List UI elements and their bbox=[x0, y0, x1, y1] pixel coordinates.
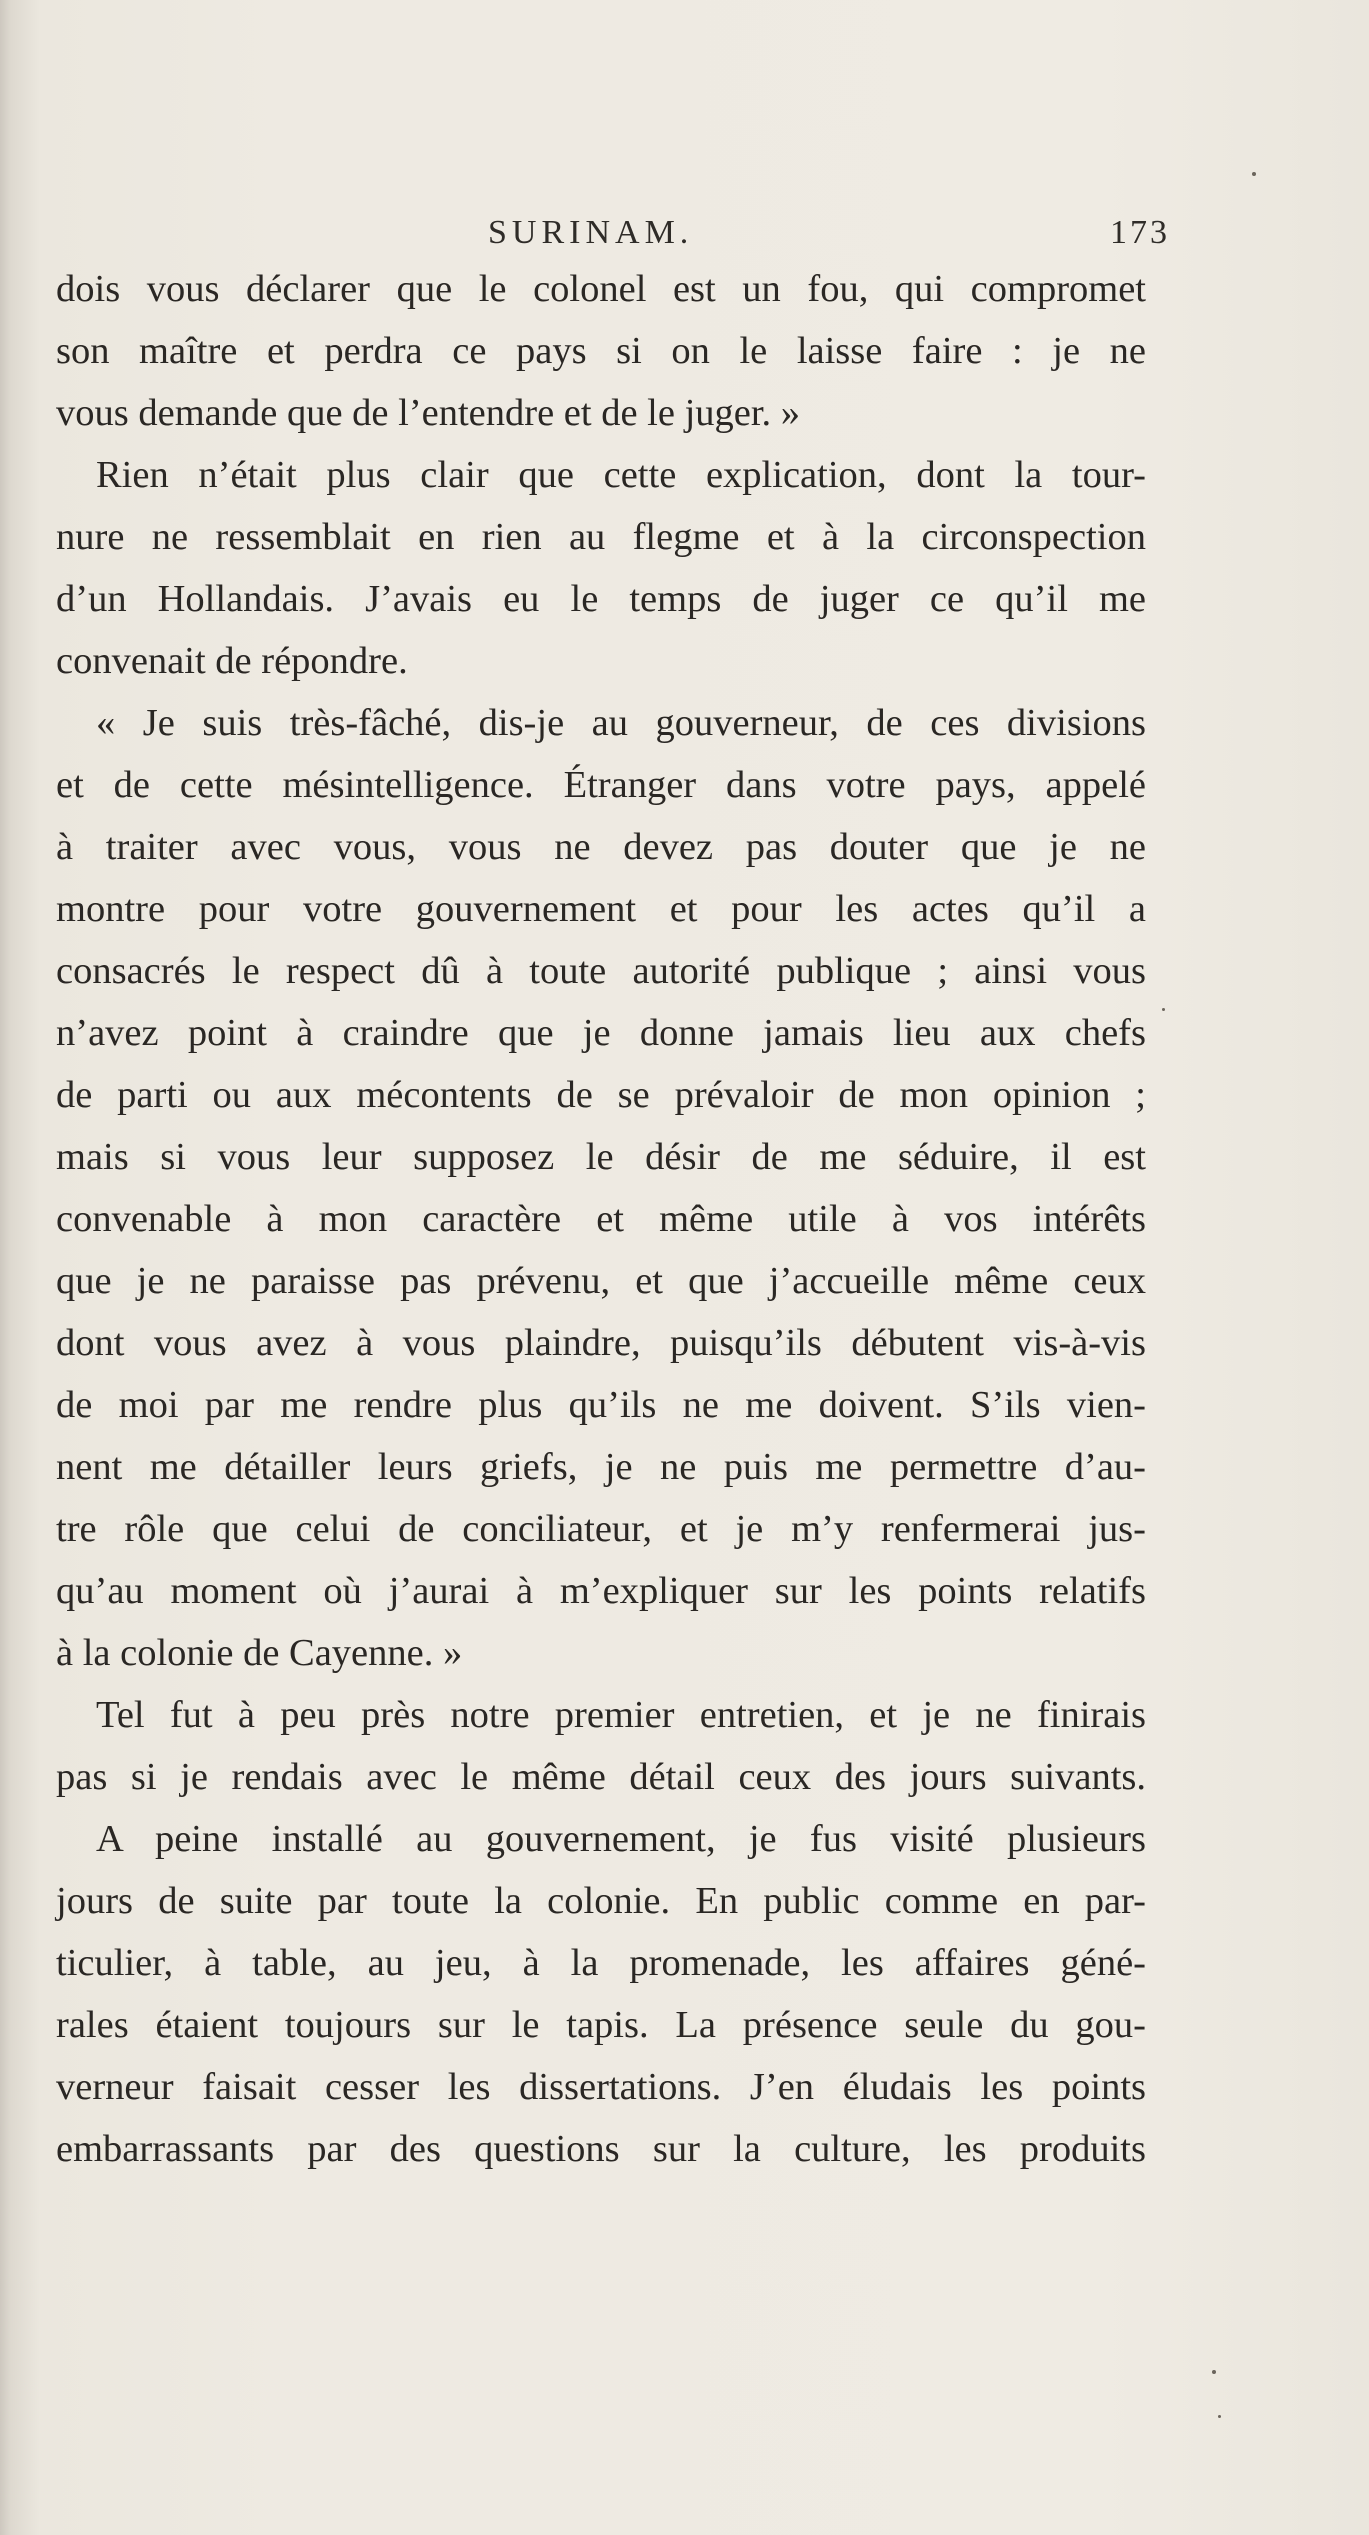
text-line: montre pour votre gouvernement et pour les actes qu’il a bbox=[56, 888, 1146, 930]
paper-speck bbox=[1218, 2415, 1221, 2418]
paper-speck bbox=[1252, 172, 1256, 176]
paper-speck bbox=[1162, 1008, 1165, 1011]
text-line: embarrassants par des questions sur la culture, les produits bbox=[56, 2128, 1146, 2170]
text-line: de moi par me rendre plus qu’ils ne me doivent. S’ils vien- bbox=[56, 1384, 1146, 1426]
text-line: A peine installé au gouvernement, je fus visité plusieurs bbox=[96, 1818, 1146, 1860]
text-line: et de cette mésintelligence. Étranger dans votre pays, appelé bbox=[56, 764, 1146, 806]
text-line: n’avez point à craindre que je donne jamais lieu aux chefs bbox=[56, 1012, 1146, 1054]
text-line: son maître et perdra ce pays si on le laisse faire : je ne bbox=[56, 330, 1146, 372]
text-line: Rien n’était plus clair que cette explication, dont la tour- bbox=[96, 454, 1146, 496]
text-line: vous demande que de l’entendre et de le juger. » bbox=[56, 392, 801, 434]
text-line: convenait de répondre. bbox=[56, 640, 408, 682]
text-line: tre rôle que celui de conciliateur, et je m’y renfermerai jus- bbox=[56, 1508, 1146, 1550]
text-line: consacrés le respect dû à toute autorité publique ; ainsi vous bbox=[56, 950, 1146, 992]
text-line: de parti ou aux mécontents de se prévaloir de mon opinion ; bbox=[56, 1074, 1146, 1116]
text-line: ticulier, à table, au jeu, à la promenade, les affaires géné- bbox=[56, 1942, 1146, 1984]
text-line: verneur faisait cesser les dissertations. J’en éludais les points bbox=[56, 2066, 1146, 2108]
text-line: « Je suis très-fâché, dis-je au gouverneur, de ces divisions bbox=[96, 702, 1146, 744]
running-head bbox=[0, 214, 1369, 264]
paper-speck bbox=[1212, 2370, 1216, 2374]
text-line: nent me détailler leurs griefs, je ne puis me permettre d’au- bbox=[56, 1446, 1146, 1488]
text-line: à la colonie de Cayenne. » bbox=[56, 1632, 463, 1674]
text-line: convenable à mon caractère et même utile à vos intérêts bbox=[56, 1198, 1146, 1240]
running-title: SURINAM. bbox=[488, 214, 694, 251]
text-line: qu’au moment où j’aurai à m’expliquer sur les points relatifs bbox=[56, 1570, 1146, 1612]
text-line: mais si vous leur supposez le désir de me séduire, il est bbox=[56, 1136, 1146, 1178]
body-text bbox=[56, 258, 1146, 2180]
text-line: pas si je rendais avec le même détail ceux des jours suivants. bbox=[56, 1756, 1146, 1798]
text-line: que je ne paraisse pas prévenu, et que j’accueille même ceux bbox=[56, 1260, 1146, 1302]
text-line: rales étaient toujours sur le tapis. La présence seule du gou- bbox=[56, 2004, 1146, 2046]
text-line: jours de suite par toute la colonie. En public comme en par- bbox=[56, 1880, 1146, 1922]
text-line: à traiter avec vous, vous ne devez pas douter que je ne bbox=[56, 826, 1146, 868]
text-line: d’un Hollandais. J’avais eu le temps de juger ce qu’il me bbox=[56, 578, 1146, 620]
text-line: dois vous déclarer que le colonel est un fou, qui compromet bbox=[56, 268, 1146, 310]
text-line: nure ne ressemblait en rien au flegme et à la circonspection bbox=[56, 516, 1146, 558]
text-line: Tel fut à peu près notre premier entretien, et je ne finirais bbox=[96, 1694, 1146, 1736]
page-number: 173 bbox=[1110, 214, 1170, 251]
text-line: dont vous avez à vous plaindre, puisqu’ils débutent vis-à-vis bbox=[56, 1322, 1146, 1364]
